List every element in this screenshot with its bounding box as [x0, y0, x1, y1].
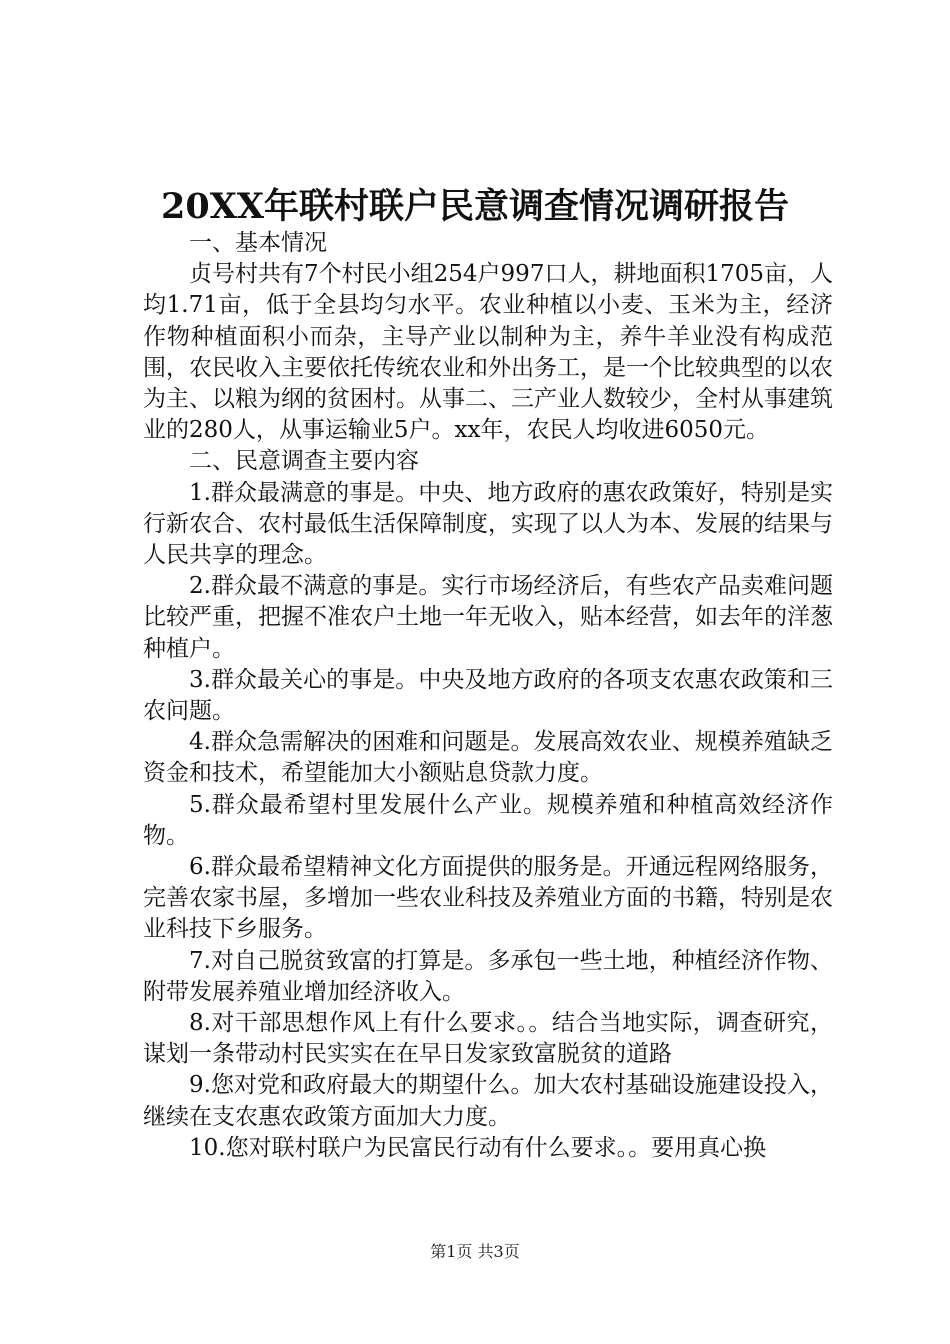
- survey-item: 8.对干部思想作风上有什么要求。。结合当地实际，调查研究，谋划一条带动村民实实在在早日发家致富脱贫的道路: [143, 1010, 833, 1068]
- page-number-footer: 第1页 共3页: [430, 1242, 520, 1261]
- survey-item: 10.您对联村联户为民富民行动有什么要求。。要用真心换: [189, 1134, 767, 1161]
- basic-info-paragraph: 贞号村共有7个村民小组254户997口人，耕地面积1705亩，人均1.71亩，低于全县均匀水平。农业种植以小麦、玉米为主，经济作物种植面积小而杂，主导产业以制种为主，养牛羊业没有构成范围，农民收入主要依托传统农业和外出务工，是一个比较典型的以农为主、以粮为纲的贫困村。从事二、三产业人数较少，全村从事建筑业的280人，从事运输业5户。xx年，农民人均收进6050元。: [143, 261, 833, 444]
- document-title: 20XX年联村联户民意调查情况调研报告: [160, 186, 790, 227]
- survey-item: 3.群众最关心的事是。中央及地方政府的各项支农惠农政策和三农问题。: [143, 666, 833, 725]
- section-heading-survey-content: 二、民意调查主要内容: [189, 448, 419, 475]
- survey-item: 2.群众最不满意的事是。实行市场经济后，有些农产品卖难问题比较严重，把握不准农户土地一年无收入，贴本经营，如去年的洋葱种植户。: [143, 573, 833, 662]
- survey-item: 5.群众最希望村里发展什么产业。规模养殖和种植高效经济作物。: [143, 791, 833, 849]
- survey-item: 4.群众急需解决的困难和问题是。发展高效农业、规模养殖缺乏资金和技术，希望能加大小额贴息贷款力度。: [143, 729, 833, 787]
- survey-item: 7.对自己脱贫致富的打算是。多承包一些土地，种植经济作物、附带发展养殖业增加经济收入。: [143, 947, 833, 1005]
- survey-item: 1.群众最满意的事是。中央、地方政府的惠农政策好，特别是实行新农合、农村最低生活保障制度，实现了以人为本、发展的结果与人民共享的理念。: [143, 479, 833, 569]
- section-heading-basic-info: 一、基本情况: [189, 230, 327, 256]
- survey-item: 9.您对党和政府最大的期望什么。加大农村基础设施建设投入，继续在支农惠农政策方面加大力度。: [143, 1072, 833, 1130]
- survey-item: 6.群众最希望精神文化方面提供的服务是。开通远程网络服务，完善农家书屋，多增加一些农业科技及养殖业方面的书籍，特别是农业科技下乡服务。: [143, 854, 833, 943]
- document-body: [143, 228, 833, 1164]
